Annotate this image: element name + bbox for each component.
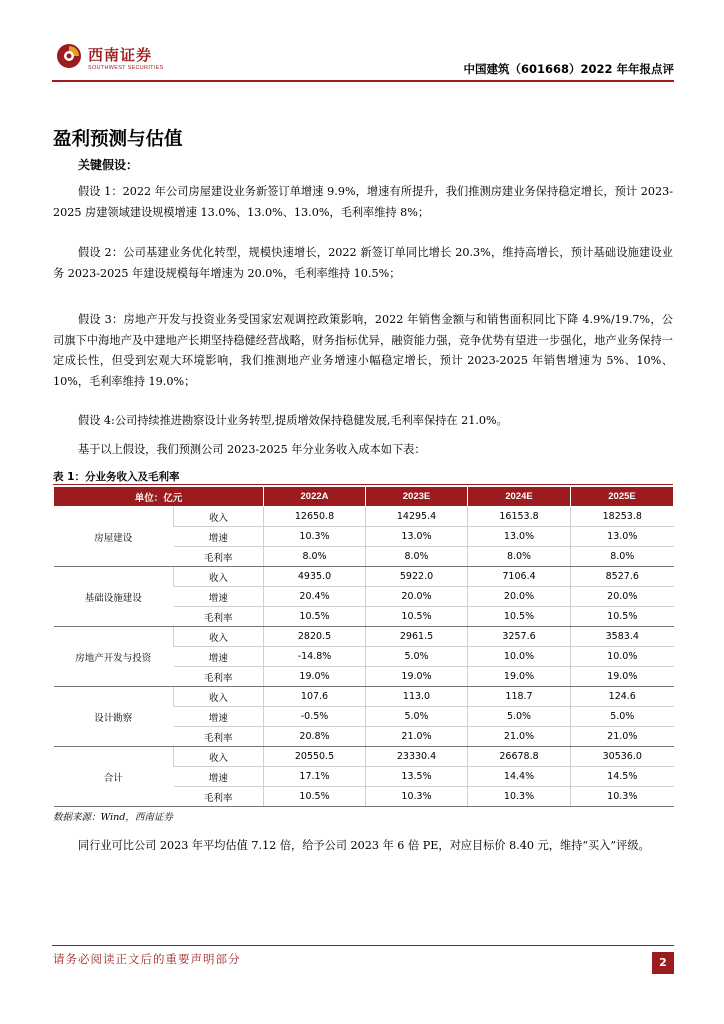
year-header: 2023E [366, 487, 468, 507]
table-row [54, 747, 674, 767]
table-cell: 13.5% [366, 767, 468, 787]
table-cell: 13.0% [571, 527, 674, 547]
table-cell: 10.3% [468, 787, 571, 807]
table-cell: 10.0% [571, 647, 674, 667]
metric-label: 增速 [174, 527, 264, 547]
table-cell: 8.0% [366, 547, 468, 567]
metric-label: 增速 [174, 707, 264, 727]
table-cell: 20.0% [366, 587, 468, 607]
header-divider [52, 80, 674, 82]
segment-name: 基础设施建设 [54, 567, 174, 627]
assumption-1-paragraph [53, 182, 673, 223]
metric-label: 收入 [174, 567, 264, 587]
table-row [54, 687, 674, 707]
metric-label: 毛利率 [174, 727, 264, 747]
table-cell: 124.6 [571, 687, 674, 707]
table-cell: 14.5% [571, 767, 674, 787]
table-cell: 23330.4 [366, 747, 468, 767]
table-cell: 2820.5 [264, 627, 366, 647]
forecast-intro-paragraph [53, 440, 673, 461]
valuation-paragraph [53, 836, 673, 857]
table-cell: 20550.5 [264, 747, 366, 767]
footer-divider [52, 945, 674, 946]
table-cell: 20.4% [264, 587, 366, 607]
table-cell: 17.1% [264, 767, 366, 787]
table-cell: 14.4% [468, 767, 571, 787]
table-cell: 10.3% [571, 787, 674, 807]
table-cell: 113.0 [366, 687, 468, 707]
table-cell: 26678.8 [468, 747, 571, 767]
logo-english-name: SOUTHWEST SECURITIES [88, 65, 164, 71]
logo-chinese-name: 西南证券 [88, 46, 153, 64]
table-cell: 5922.0 [366, 567, 468, 587]
table-cell: 10.5% [468, 607, 571, 627]
metric-label: 毛利率 [174, 547, 264, 567]
table-title-divider [53, 484, 673, 485]
unit-header: 单位：亿元 [54, 487, 264, 507]
metric-label: 收入 [174, 507, 264, 527]
assumption-3-paragraph [53, 310, 673, 392]
table-cell: 4935.0 [264, 567, 366, 587]
data-source-note: 数据来源：Wind，西南证券 [53, 812, 173, 823]
table-cell: 7106.4 [468, 567, 571, 587]
assumption-4-text: 假设 4:公司持续推进勘察设计业务转型,提质增效保持稳健发展,毛利率保持在 21.0%。 [78, 414, 508, 427]
metric-label: 毛利率 [174, 667, 264, 687]
segment-name: 房屋建设 [54, 507, 174, 567]
metric-label: 收入 [174, 687, 264, 707]
table-cell: 10.5% [264, 787, 366, 807]
assumption-1-text: 假设 1：2022 年公司房屋建设业务新签订单增速 9.9%，增速有所提升，我们推测房建业务保持稳定增长，预计 2023-2025 房建领域建设规模增速 13.0%、13.0%、13.0%，毛利率维持 8%； [53, 185, 673, 219]
assumption-2-paragraph [53, 243, 673, 284]
table-cell: 10.5% [571, 607, 674, 627]
table-cell: 8.0% [571, 547, 674, 567]
segment-revenue-table [53, 486, 674, 807]
table-cell: 10.0% [468, 647, 571, 667]
metric-label: 毛利率 [174, 787, 264, 807]
table-cell: 13.0% [366, 527, 468, 547]
table-cell: 14295.4 [366, 507, 468, 527]
table-cell: 20.0% [468, 587, 571, 607]
metric-label: 增速 [174, 767, 264, 787]
table-row [54, 507, 674, 527]
table-cell: 10.5% [264, 607, 366, 627]
metric-label: 收入 [174, 627, 264, 647]
metric-label: 增速 [174, 587, 264, 607]
table-cell: 13.0% [468, 527, 571, 547]
metric-label: 收入 [174, 747, 264, 767]
year-header: 2024E [468, 487, 571, 507]
year-header: 2025E [571, 487, 674, 507]
table-cell: 12650.8 [264, 507, 366, 527]
table-cell: 30536.0 [571, 747, 674, 767]
year-header: 2022A [264, 487, 366, 507]
table-row [54, 567, 674, 587]
valuation-text: 同行业可比公司 2023 年平均估值 7.12 倍，给予公司 2023 年 6 倍 PE，对应目标价 8.40 元，维持“买入”评级。 [78, 839, 650, 852]
assumption-3-text: 假设 3：房地产开发与投资业务受国家宏观调控政策影响，2022 年销售金额与和销售面积同比下降 4.9%/19.7%，公司旗下中海地产及中建地产长期坚持稳健经营战略，财务指标优异，融资能力强，竞争优势有望进一步强化，地产业务保持一定成长性，但受到宏观大环境影响，我们推测地产业务增速小幅稳定增长，预计 2023-2025 年销售增速为 5%、10%、10%，毛利率维持 19.0%； [53, 313, 673, 388]
table-cell: 5.0% [366, 707, 468, 727]
table-cell: 5.0% [571, 707, 674, 727]
table-header-row [54, 487, 674, 507]
table-cell: -14.8% [264, 647, 366, 667]
table-cell: 21.0% [571, 727, 674, 747]
table-cell: 3257.6 [468, 627, 571, 647]
table-cell: 10.3% [366, 787, 468, 807]
table-cell: 5.0% [366, 647, 468, 667]
assumption-4-paragraph [53, 411, 673, 432]
segment-name: 房地产开发与投资 [54, 627, 174, 687]
table-cell: 10.3% [264, 527, 366, 547]
table-cell: 18253.8 [571, 507, 674, 527]
page-number: 2 [652, 952, 674, 974]
segment-name: 设计勘察 [54, 687, 174, 747]
table-cell: 8.0% [264, 547, 366, 567]
table-cell: 19.0% [366, 667, 468, 687]
table-cell: 5.0% [468, 707, 571, 727]
table-row [54, 627, 674, 647]
table-cell: 19.0% [264, 667, 366, 687]
table-cell: 3583.4 [571, 627, 674, 647]
table-cell: 20.8% [264, 727, 366, 747]
metric-label: 毛利率 [174, 607, 264, 627]
table-cell: 2961.5 [366, 627, 468, 647]
table-cell: 8527.6 [571, 567, 674, 587]
table-cell: 8.0% [468, 547, 571, 567]
page-header [52, 38, 674, 82]
table-cell: 118.7 [468, 687, 571, 707]
section-title: 盈利预测与估值 [53, 129, 183, 150]
report-title: 中国建筑（601668）2022 年年报点评 [463, 62, 674, 76]
forecast-intro-text: 基于以上假设，我们预测公司 2023-2025 年分业务收入成本如下表： [78, 443, 426, 456]
key-assumptions-label: 关键假设： [78, 158, 139, 172]
table-cell: 21.0% [366, 727, 468, 747]
metric-label: 增速 [174, 647, 264, 667]
southwest-securities-logo [52, 43, 232, 79]
disclaimer-link[interactable]: 请务必阅读正文后的重要声明部分 [53, 952, 241, 966]
table-cell: 10.5% [366, 607, 468, 627]
table-title: 表 1：分业务收入及毛利率 [53, 471, 180, 483]
table-cell: -0.5% [264, 707, 366, 727]
segment-name: 合计 [54, 747, 174, 807]
table-cell: 19.0% [468, 667, 571, 687]
logo-mark-icon [56, 43, 82, 69]
table-cell: 20.0% [571, 587, 674, 607]
table-cell: 19.0% [571, 667, 674, 687]
table-cell: 16153.8 [468, 507, 571, 527]
table-cell: 21.0% [468, 727, 571, 747]
assumption-2-text: 假设 2：公司基建业务优化转型，规模快速增长，2022 新签订单同比增长 20.3%，维持高增长，预计基础设施建设业务 2023-2025 年建设规模每年增速为 20.0%，毛利率维持 10.5%； [53, 246, 673, 280]
table-cell: 107.6 [264, 687, 366, 707]
